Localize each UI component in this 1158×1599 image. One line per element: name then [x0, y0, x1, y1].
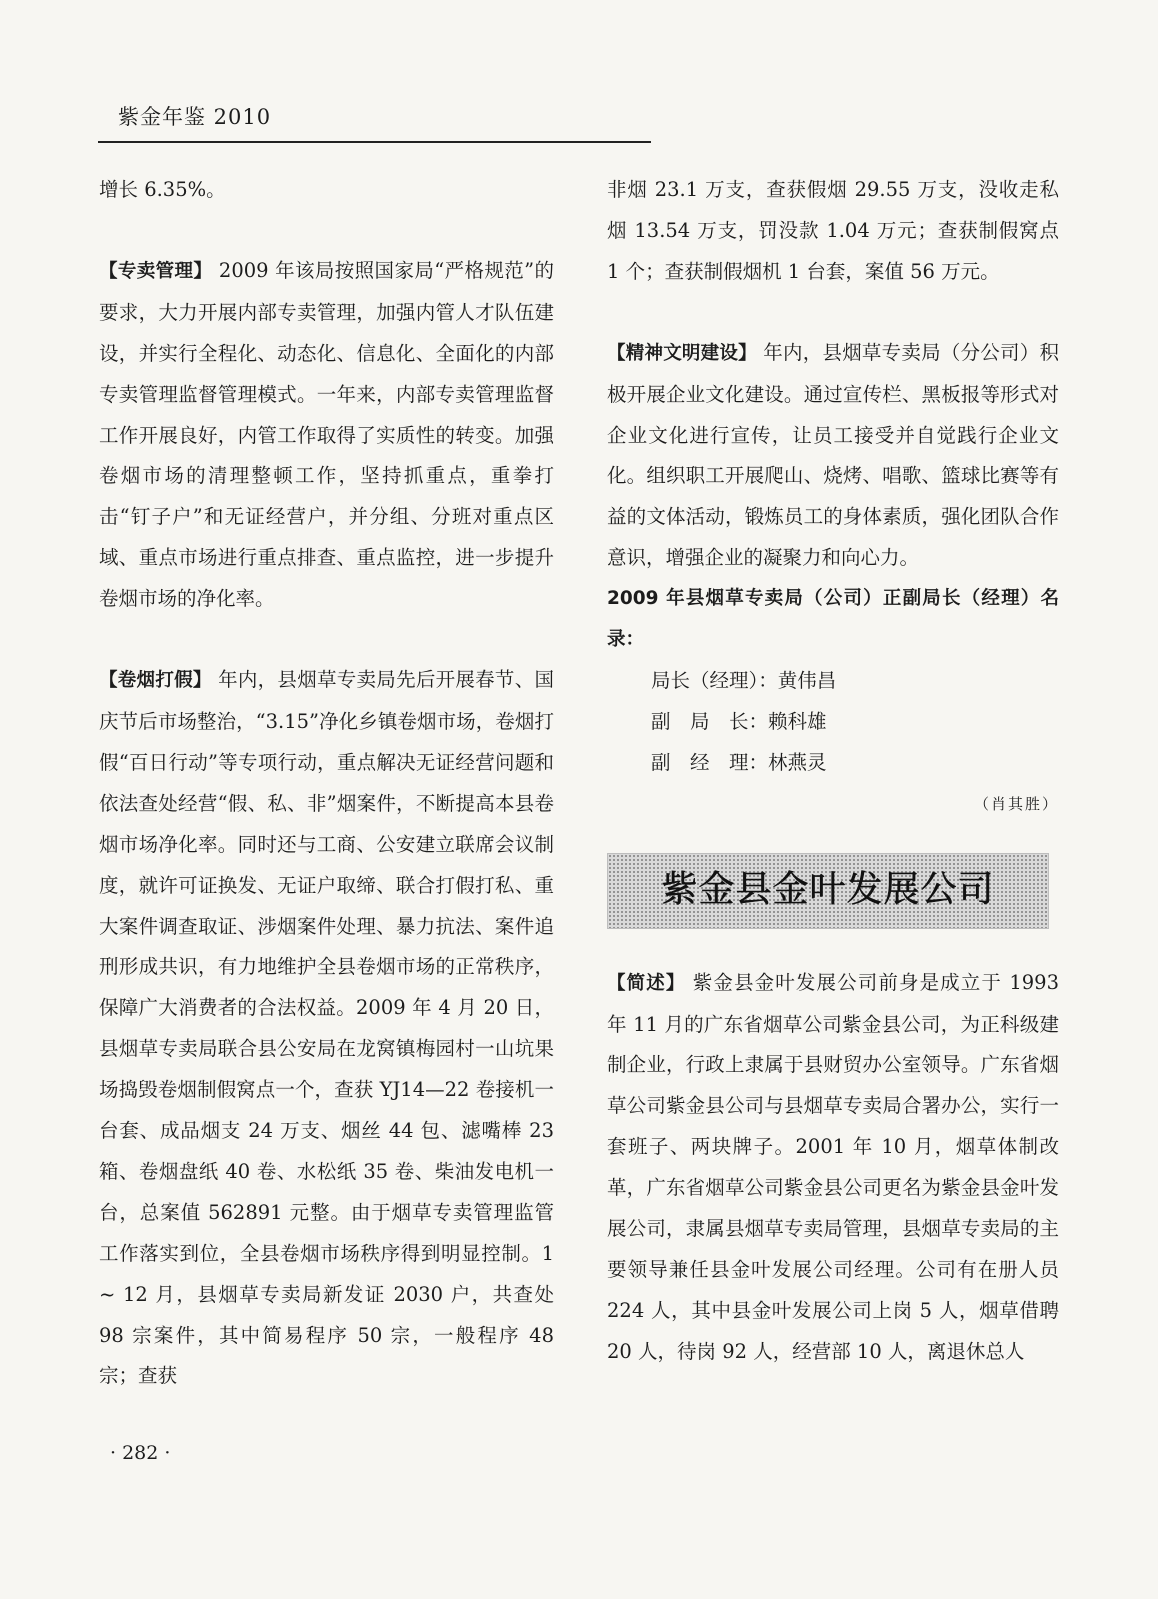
header-rule	[98, 141, 651, 143]
section-banner-title: 紫金县金叶发展公司	[661, 869, 995, 911]
paragraph-continuation: 非烟 23.1 万支，查获假烟 29.55 万支，没收走私烟 13.54 万支，罚没款 1.04 万元；查获制假窝点 1 个；查获制假烟机 1 台套，案值 56 万元。	[607, 178, 1059, 283]
section-monopoly-management	[99, 251, 554, 620]
paragraph-gap	[99, 620, 554, 660]
section-heading-anti-counterfeit: 【卷烟打假】	[99, 670, 212, 692]
section-spiritual-civilization	[607, 333, 1059, 579]
section-banner	[607, 853, 1049, 929]
section-anti-counterfeit	[99, 660, 554, 1397]
paragraph-gap	[99, 211, 554, 251]
section-body-anti-counterfeit: 年内，县烟草专卖局先后开展春节、国庆节后市场整治，“3.15”净化乡镇卷烟市场，卷烟打假“百日行动”等专项行动，重点解决无证经营问题和依法查处经营“假、私、非”烟案件，不断提高本县卷烟市场净化率。同时还与工商、公安建立联席会议制度，就许可证换发、无证户取缔、联合打假打私、重大案件调查取证、涉烟案件处理、暴力抗法、案件追刑形成共识，有力地维护全县卷烟市场的正常秩序，保障广大消费者的合法权益。2009 年 4 月 20 日，县烟草专卖局联合县公安局在龙窝镇梅园村一山坑果场捣毁卷烟制假窝点一个，查获 YJ14—22 卷接机一台套、成品烟支 24 万支、烟丝 44 包、滤嘴棒 23 箱、卷烟盘纸 40 卷、水松纸 35 卷、柴油发电机一台，总案值 562891 元整。由于烟草专卖管理监管工作落实到位，全县卷烟市场秩序得到明显控制。1 ~ 12 月，县烟草专卖局新发证 2030 户，共查处 98 宗案件，其中简易程序 50 宗，一般程序 48 宗；查获	[99, 668, 554, 1388]
section-body-overview: 紫金县金叶发展公司前身是成立于 1993 年 11 月的广东省烟草公司紫金县公司，为正科级建制企业，行政上隶属于县财贸办公室领导。广东省烟草公司紫金县公司与县烟草专卖局合署办公，实行一套班子、两块牌子。2001 年 10 月，烟草体制改革，广东省烟草公司紫金县公司更名为紫金县金叶发展公司，隶属县烟草专卖局管理，县烟草专卖局的主要领导兼任县金叶发展公司经理。公司有在册人员 224 人，其中县金叶发展公司上岗 5 人，烟草借聘 20 人，待岗 92 人，经营部 10 人，离退休总人	[607, 970, 1059, 1363]
leadership-list-item: 副 局 长：赖科雄	[651, 709, 827, 733]
section-heading-overview: 【简述】	[607, 972, 686, 994]
leadership-list-item: 副 经 理：林燕灵	[651, 750, 827, 774]
author-credit: （肖其胜）	[973, 794, 1059, 813]
leadership-list-item: 局长（经理）：黄伟昌	[651, 668, 837, 692]
section-overview	[607, 963, 1059, 1373]
section-heading-monopoly-management: 【专卖管理】	[99, 260, 213, 282]
right-column	[607, 170, 1059, 1373]
page-number: · 282 ·	[110, 1442, 171, 1464]
paragraph-continuation: 增长 6.35%。	[99, 178, 226, 201]
running-header-title: 紫金年鉴 2010	[118, 105, 272, 129]
section-body-monopoly-management: 2009 年该局按照国家局“严格规范”的要求，大力开展内部专卖管理，加强内管人才队伍建设，并实行全程化、动态化、信息化、全面化的内部专卖管理监督管理模式。一年来，内部专卖管理监督工作开展良好，内管工作取得了实质性的转变。加强卷烟市场的清理整顿工作，坚持抓重点，重拳打击“钉子户”和无证经营户，并分组、分班对重点区域、重点市场进行重点排查、重点监控，进一步提升卷烟市场的净化率。	[99, 258, 554, 611]
section-body-spiritual-civilization: 年内，县烟草专卖局（分公司）积极开展企业文化建设。通过宣传栏、黑板报等形式对企业文化进行宣传，让员工接受并自觉践行企业文化。组织职工开展爬山、烧烤、唱歌、篮球比赛等有益的文体活动，锻炼员工的身体素质，强化团队合作意识，增强企业的凝聚力和向心力。	[607, 340, 1059, 570]
section-heading-spiritual-civilization: 【精神文明建设】	[607, 342, 757, 364]
leadership-list-title: 2009 年县烟草专卖局（公司）正副局长（经理）名录：	[607, 588, 1059, 651]
paragraph-gap	[607, 293, 1059, 333]
left-column	[99, 170, 554, 1397]
